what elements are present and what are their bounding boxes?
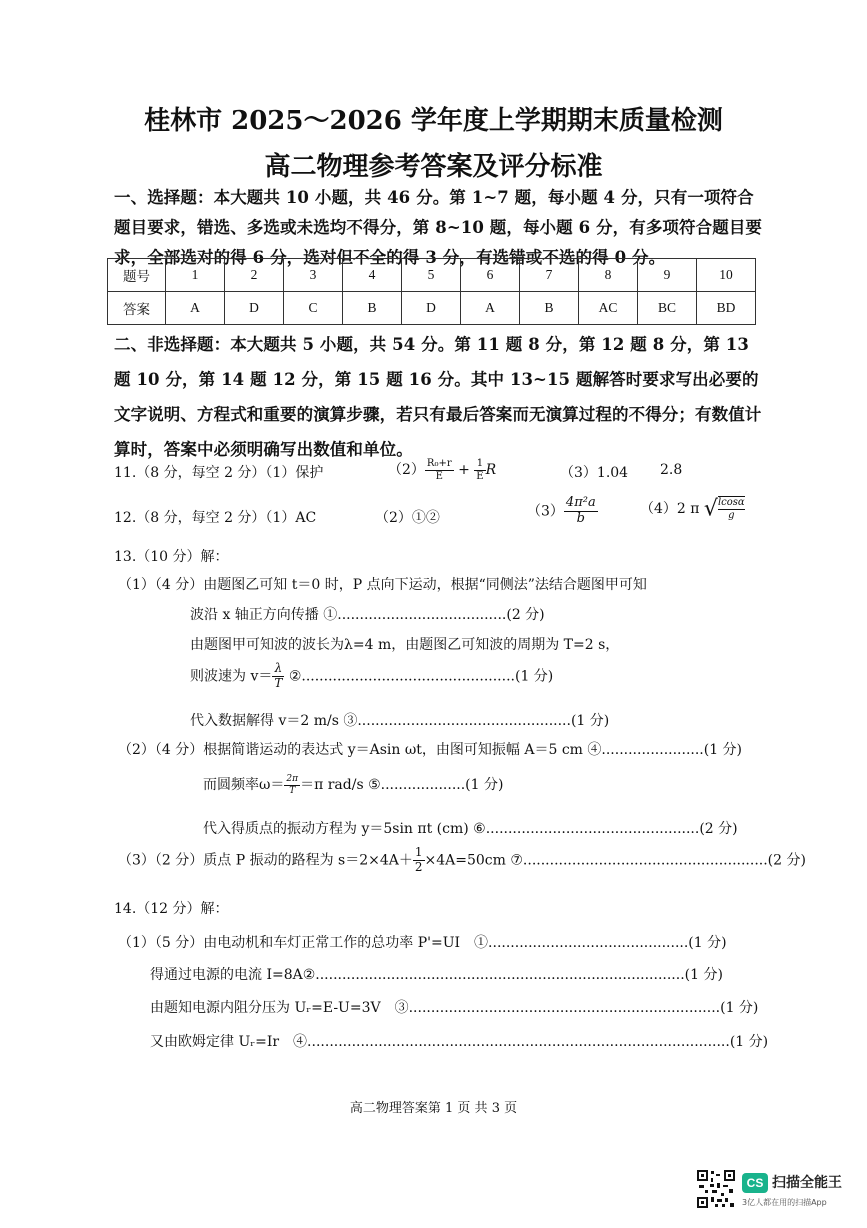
q12-head: 12.（8 分，每空 2 分）（1）AC — [114, 510, 317, 526]
q14-line-3: 由题知电源内阻分压为 Uᵣ=E-U=3V ③......................................................................(1 分) — [150, 1000, 759, 1016]
q14-line-4: 又由欧姆定律 Uᵣ=Ir ④...............................................................................................(1 分) — [150, 1034, 769, 1050]
q12-sqrt: √ $\frac{lcos\alpha}{g}$ — [703, 496, 745, 522]
q13-line-3: 由题图甲可知波的波长为λ=4 m，由题图乙可知波的周期为 T=2 s， — [190, 637, 620, 653]
row-header: 答案 — [108, 292, 166, 325]
q11-part2: （2） $\frac{\text{R₀+r}}{E}$ + $\frac{1}{E}$ R — [388, 458, 497, 482]
page-subtitle: 高二物理参考答案及评分标准 — [264, 152, 603, 182]
row-header: 题号 — [108, 259, 166, 292]
q13-fraction-half: $\frac{1}{2}$ — [414, 845, 423, 874]
page-title: 桂林市 2025～2026 学年度上学期期末质量检测 — [144, 106, 723, 136]
qr-code-icon — [696, 1169, 736, 1209]
q11-head: 11.（8 分，每空 2 分）（1）保护 — [114, 465, 324, 481]
table-cell: A — [166, 292, 225, 325]
q13-line-1: （1）（4 分）由题图乙可知 t＝0 时，P 点向下运动，根据“同侧法”法结合题图甲可知 — [118, 577, 647, 593]
table-cell: 6 — [461, 259, 520, 292]
q13-line-4: 则波速为 v＝ $\frac{\lambda}{T}$ ②................................................(1 分) — [190, 661, 554, 690]
table-row — [108, 292, 756, 325]
q12-fraction: $\frac{\text{4π²a}}{b}$ — [565, 495, 596, 526]
table-cell: D — [402, 292, 461, 325]
table-cell: 2 — [225, 259, 284, 292]
q12-part2: （2）①② — [375, 510, 440, 526]
table-cell: B — [343, 292, 402, 325]
table-cell: AC — [579, 292, 638, 325]
table-cell: BD — [697, 292, 756, 325]
table-cell: 5 — [402, 259, 461, 292]
q13-line-8: 代入得质点的振动方程为 y＝5sin πt (cm) ⑥................................................(2 分) — [203, 821, 738, 837]
q14-head: 14.（12 分）解： — [114, 901, 229, 917]
table-cell: BC — [638, 292, 697, 325]
q13-fraction-omega: $\frac{2\pi}{T}$ — [286, 774, 299, 796]
section2-instructions: 二、非选择题：本大题共 5 小题，共 54 分。第 11 题 8 分，第 12 题 8 分，第 13 题 10 分，第 14 题 12 分，第 15 题 16 分。其中 13~15 题解答时要求写出必要的文字说明、方程式和重要的演算步骤，若只有最后答案而无演算过程的不得分；有数值计算时，答案中必须明确写出数值和单位。 — [114, 335, 762, 459]
table-row — [108, 259, 756, 292]
table-cell: A — [461, 292, 520, 325]
q13-fraction-wave: $\frac{\lambda}{T}$ — [274, 661, 283, 690]
page-footer: 高二物理答案第 1 页 共 3 页 — [349, 1101, 518, 1116]
q13-line-6: （2）（4 分）根据简谐运动的表达式 y＝Asin ωt，由图可知振幅 A＝5 cm ④.......................(1 分) — [118, 742, 743, 758]
q13-line-9: （3）（2 分）质点 P 振动的路程为 s＝2×4A＋ $\frac{1}{2}$ ×4A=50cm ⑦.......................................................(2 分) — [118, 845, 806, 874]
q12-part3: （3） $\frac{\text{4π²a}}{b}$ — [527, 495, 596, 526]
q13-line-5: 代入数据解得 v＝2 m/s ③................................................(1 分) — [190, 713, 610, 729]
q11-fraction-1: $\frac{\text{R₀+r}}{E}$ — [426, 458, 452, 482]
q11-fraction-2: $\frac{1}{E}$ — [476, 458, 484, 482]
answer-table — [107, 258, 756, 325]
table-cell: 9 — [638, 259, 697, 292]
q11-part3: （3）1.04 — [560, 465, 629, 481]
table-cell: B — [520, 292, 579, 325]
table-cell: C — [284, 292, 343, 325]
q14-line-2: 得通过电源的电流 I=8A②...................................................................................(1 分) — [150, 967, 723, 983]
q13-head: 13.（10 分）解： — [114, 549, 229, 565]
scanner-logo-badge: CS — [742, 1173, 768, 1193]
q11-part2-label: （2） — [388, 462, 425, 478]
q13-line-7: 而圆频率ω＝ $\frac{2\pi}{T}$ ＝π rad/s ⑤...................(1 分) — [203, 774, 504, 796]
q11-part3-b: 2.8 — [660, 462, 683, 478]
scanner-app-name: 扫描全能王 — [772, 1175, 842, 1191]
table-cell: 4 — [343, 259, 402, 292]
table-cell: 7 — [520, 259, 579, 292]
table-cell: 8 — [579, 259, 638, 292]
q13-line-2: 波沿 x 轴正方向传播 ①......................................(2 分) — [190, 607, 545, 623]
table-cell: 3 — [284, 259, 343, 292]
table-cell: 10 — [697, 259, 756, 292]
q14-line-1: （1）（5 分）由电动机和车灯正常工作的总功率 P'=UI ①.............................................(1 分) — [118, 935, 727, 951]
scanner-tagline: 3亿人都在用的扫描App — [742, 1198, 827, 1207]
table-cell: 1 — [166, 259, 225, 292]
q12-part4: （4）2 π √ $\frac{lcos\alpha}{g}$ — [640, 496, 745, 522]
table-cell: D — [225, 292, 284, 325]
section1-instructions: 一、选择题：本大题共 10 小题，共 46 分。第 1~7 题，每小题 4 分，只有一项符合题目要求，错选、多选或未选均不得分，第 8~10 题，每小题 6 分，有多项符合题目要求，全部选对的得 6 分，选对但不全的得 3 分，有选错或不选的得 0 分。 — [114, 188, 763, 267]
